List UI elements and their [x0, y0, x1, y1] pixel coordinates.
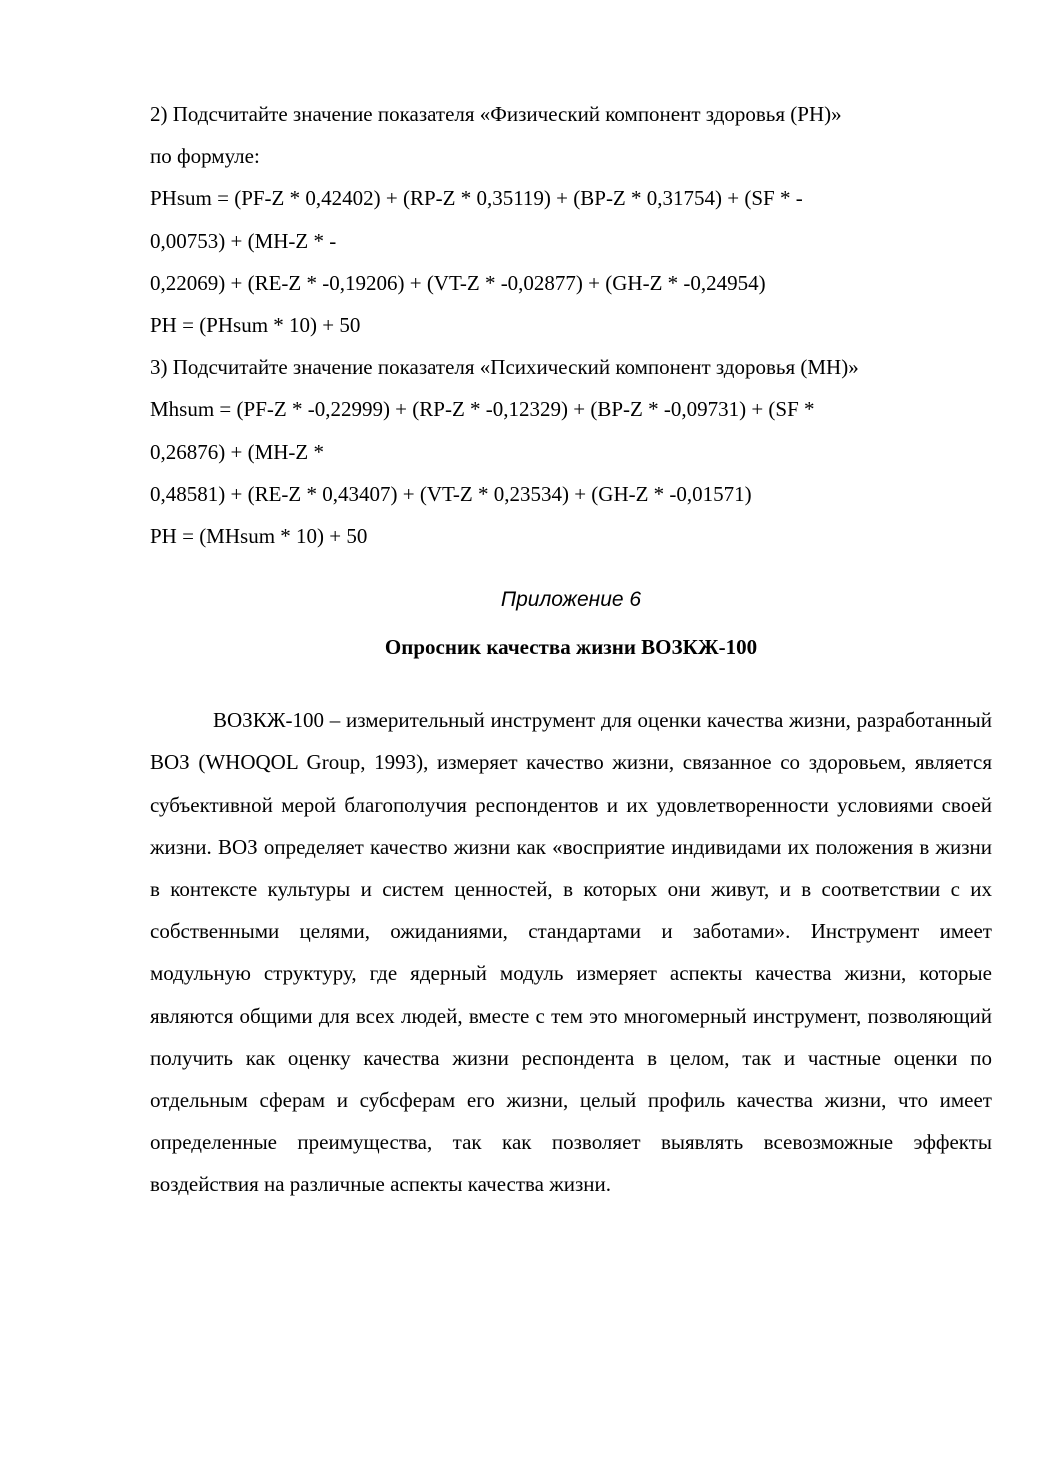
document-page [150, 93, 992, 1227]
instruction-ph: 2) Подсчитайте значение показателя «Физический компонент здоровья (PH)» [150, 102, 842, 126]
formula-mhsum-line-2: 0,26876) + (MH-Z * [150, 439, 324, 464]
instruction-mh: 3) Подсчитайте значение показателя «Психический компонент здоровья (MH)» [150, 355, 859, 380]
appendix-title: Опросник качества жизни ВОЗКЖ-100 [384, 635, 758, 660]
formula-mhsum-line-3: 0,48581) + (RE-Z * 0,43407) + (VT-Z * 0,23534) + (GH-Z * -0,01571) [150, 481, 752, 506]
formula-phsum-line-3: 0,22069) + (RE-Z * -0,19206) + (VT-Z * -0,02877) + (GH-Z * -0,24954) [150, 270, 766, 295]
formula-block [150, 93, 992, 557]
formula-phsum-line-2: 0,00753) + (MH-Z * - [150, 228, 337, 253]
formula-mhsum-line-1: Mhsum = (PF-Z * -0,22999) + (RP-Z * -0,12329) + (BP-Z * -0,09731) + (SF * [150, 397, 815, 422]
appendix-label: Приложение 6 [500, 588, 642, 612]
formula-mh: PH = (MHsum * 10) + 50 [150, 524, 368, 549]
body-paragraph: ВОЗКЖ-100 – измерительный инструмент для оценки качества жизни, разработанный ВОЗ (WHOQOL Group, 1993), измеряет качество жизни, связанное со здоровьем, является субъективной мерой благополучия респондентов и их удовлетворенности условиями своей жизни. ВОЗ определяет качество жизни как «восприятие индивидами их положения в жизни в контексте культуры и систем ценностей, в которых они живут, и в соответствии с их собственными целями, ожиданиями, стандартами и заботами». Инструмент имеет модульную структуру, где ядерный модуль измеряет аспекты качества жизни, которые являются общими для всех людей, вместе с тем это многомерный инструмент, позволяющий получить как оценку качества жизни респондента в целом, так и частные оценки по отдельным сферам и субсферам его жизни, целый профиль качества жизни, что имеет определенные преимущества, так как позволяет выявлять всевозможные эффекты воздействия на различные аспекты качества жизни. [150, 708, 992, 1197]
instruction-ph-continued: по формуле: [150, 144, 260, 169]
formula-ph: PH = (PHsum * 10) + 50 [150, 313, 361, 338]
formula-phsum-line-1: PHsum = (PF-Z * 0,42402) + (RP-Z * 0,35119) + (BP-Z * 0,31754) + (SF * - [150, 186, 803, 211]
